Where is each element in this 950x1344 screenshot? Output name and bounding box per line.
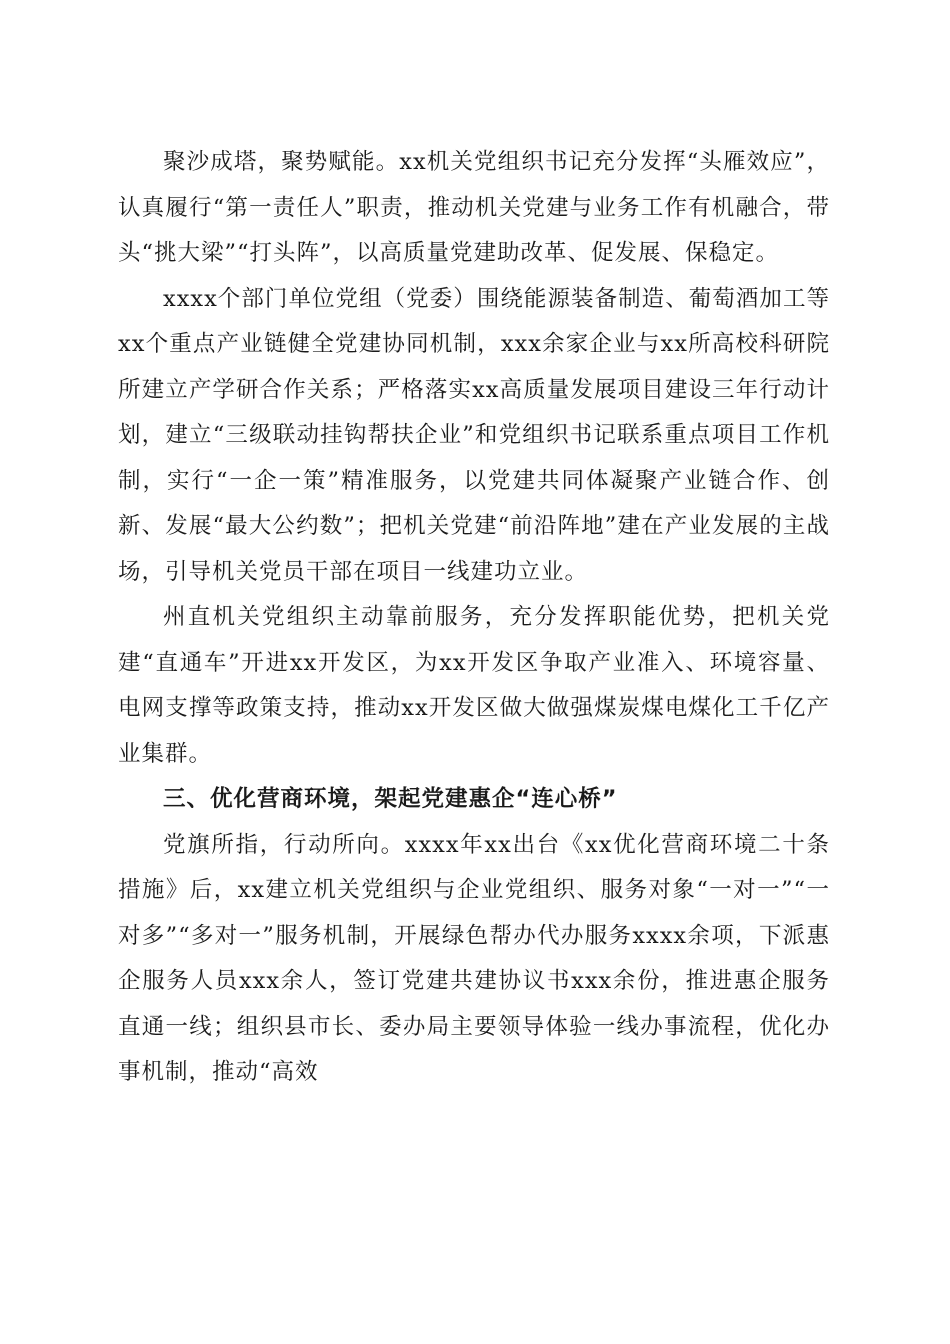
section-heading: 三、优化营商环境，架起党建惠企“连心桥” xyxy=(163,786,618,812)
paragraph-3: 州直机关党组织主动靠前服务，充分发挥职能优势，把机关党建“直通车”开进xx开发区，为xx开发区争取产业准入、环境容量、电网支撑等政策支持，推动xx开发区做大做强煤炭煤电煤化工千亿产业集群。 xyxy=(118,604,830,767)
paragraph-1: 聚沙成塔，聚势赋能。xx机关党组织书记充分发挥“头雁效应”，认真履行“第一责任人”职责，推动机关党建与业务工作有机融合，带头“挑大梁”“打头阵”，以高质量党建助改革、促发展、保稳定。 xyxy=(118,149,830,266)
document-body xyxy=(118,140,830,1096)
paragraph-2: xxxx个部门单位党组（党委）围绕能源装备制造、葡萄酒加工等xx个重点产业链健全党建协同机制，xxx余家企业与xx所高校科研院所建立产学研合作关系；严格落实xx高质量发展项目建设三年行动计划，建立“三级联动挂钩帮扶企业”和党组织书记联系重点项目工作机制，实行“一企一策”精准服务，以党建共同体凝聚产业链合作、创新、发展“最大公约数”；把机关党建“前沿阵地”建在产业发展的主战场，引导机关党员干部在项目一线建功立业。 xyxy=(118,285,830,585)
section-paragraph: 党旗所指，行动所向。xxxx年xx出台《xx优化营商环境二十条措施》后，xx建立机关党组织与企业党组织、服务对象“一对一”“一对多”“多对一”服务机制，开展绿色帮办代办服务xxxx余项，下派惠企服务人员xxx余人，签订党建共建协议书xxx余份，推进惠企服务直通一线；组织县市长、委办局主要领导体验一线办事流程，优化办事机制，推动“高效 xyxy=(118,831,830,1085)
